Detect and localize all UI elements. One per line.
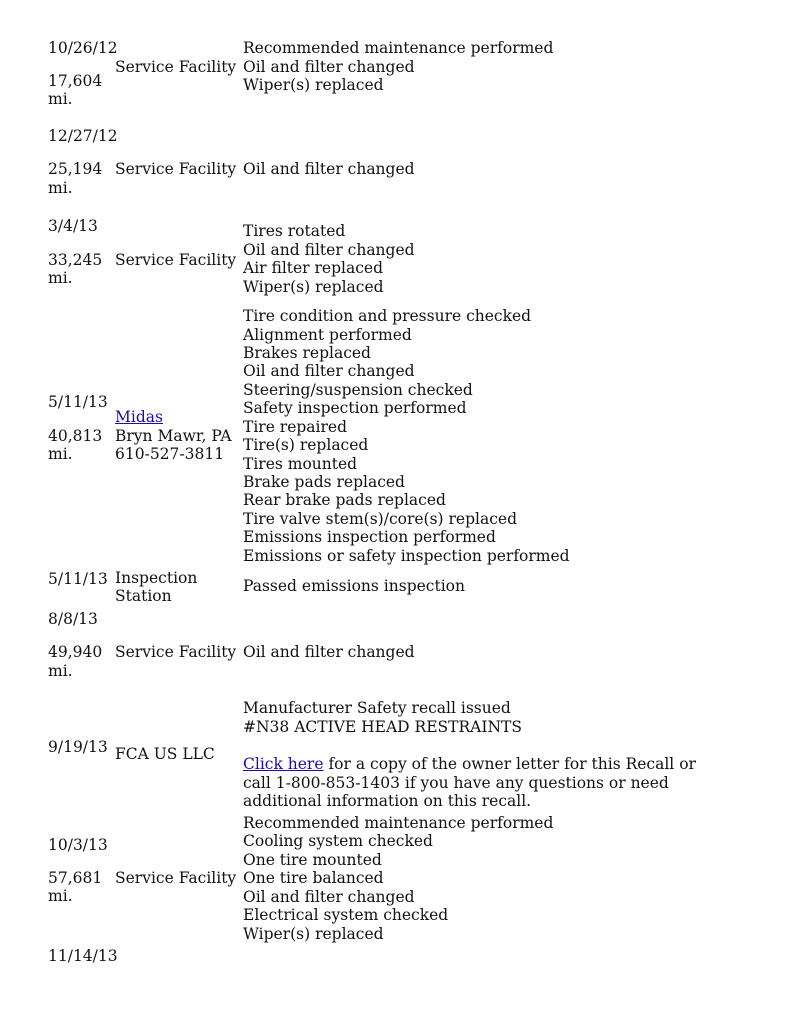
record-detail: Recommended maintenance performed bbox=[243, 39, 554, 57]
record-mileage: 33,245 bbox=[48, 251, 103, 269]
record-detail: Oil and filter changed bbox=[243, 888, 415, 906]
record-mileage-unit: mi. bbox=[48, 179, 73, 197]
record-detail: Wiper(s) replaced bbox=[243, 76, 384, 94]
record-mileage-unit: mi. bbox=[48, 445, 73, 463]
record-mileage-unit: mi. bbox=[48, 269, 73, 287]
record-mileage: 17,604 bbox=[48, 72, 103, 90]
record-detail: Rear brake pads replaced bbox=[243, 491, 446, 509]
recall-click-here-link[interactable]: Click here bbox=[243, 755, 324, 773]
record-date: 9/19/13 bbox=[48, 738, 108, 756]
record-source-phone: 610-527-3811 bbox=[115, 445, 225, 463]
record-detail: Oil and filter changed bbox=[243, 241, 415, 259]
record-detail: Emissions or safety inspection performed bbox=[243, 547, 570, 565]
record-detail: Steering/suspension checked bbox=[243, 381, 473, 399]
record-source-location: Bryn Mawr, PA bbox=[115, 427, 232, 445]
record-detail: Manufacturer Safety recall issued bbox=[243, 699, 511, 717]
record-detail: Oil and filter changed bbox=[243, 58, 415, 76]
record-detail: Tire(s) replaced bbox=[243, 436, 369, 454]
record-source: Service Facility bbox=[115, 251, 237, 269]
record-date: 5/11/13 bbox=[48, 570, 108, 588]
record-detail: Electrical system checked bbox=[243, 906, 449, 924]
record-detail: Tire valve stem(s)/core(s) replaced bbox=[243, 510, 517, 528]
record-detail: Air filter replaced bbox=[243, 259, 383, 277]
record-detail: #N38 ACTIVE HEAD RESTRAINTS bbox=[243, 718, 522, 736]
record-detail: One tire balanced bbox=[243, 869, 384, 887]
record-detail: One tire mounted bbox=[243, 851, 382, 869]
record-date: 5/11/13 bbox=[48, 393, 108, 411]
record-date: 3/4/13 bbox=[48, 217, 98, 235]
record-detail: Oil and filter changed bbox=[243, 160, 415, 178]
record-mileage: 25,194 bbox=[48, 160, 103, 178]
recall-info-text: for a copy of the owner letter for this Recall or call 1-800-853-1403 if you have any questions or need additional information on this recall. bbox=[243, 755, 696, 810]
record-detail: Oil and filter changed bbox=[243, 362, 415, 380]
record-mileage-unit: mi. bbox=[48, 90, 73, 108]
record-source: Service Facility bbox=[115, 58, 237, 76]
record-detail: Tire repaired bbox=[243, 418, 348, 436]
record-detail: Recommended maintenance performed bbox=[243, 814, 554, 832]
record-source: Inspection bbox=[115, 569, 198, 587]
record-detail: Tires mounted bbox=[243, 455, 358, 473]
record-detail: Safety inspection performed bbox=[243, 399, 467, 417]
record-source: Service Facility bbox=[115, 160, 237, 178]
record-detail: Tires rotated bbox=[243, 222, 346, 240]
record-mileage-unit: mi. bbox=[48, 887, 73, 905]
record-mileage: 40,813 bbox=[48, 427, 103, 445]
record-detail: Brake pads replaced bbox=[243, 473, 405, 491]
record-detail: Tire condition and pressure checked bbox=[243, 307, 532, 325]
midas-link[interactable]: Midas bbox=[115, 408, 163, 426]
record-source: Service Facility bbox=[115, 643, 237, 661]
record-detail: Cooling system checked bbox=[243, 832, 433, 850]
record-mileage-unit: mi. bbox=[48, 662, 73, 680]
record-date: 11/14/13 bbox=[48, 947, 118, 965]
record-detail: Oil and filter changed bbox=[243, 643, 415, 661]
record-source: Station bbox=[115, 587, 172, 605]
record-detail: Brakes replaced bbox=[243, 344, 371, 362]
record-source: FCA US LLC bbox=[115, 745, 215, 763]
record-mileage: 57,681 bbox=[48, 869, 103, 887]
record-detail: Wiper(s) replaced bbox=[243, 278, 384, 296]
record-date: 12/27/12 bbox=[48, 127, 118, 145]
record-detail: Emissions inspection performed bbox=[243, 528, 496, 546]
record-date: 10/26/12 bbox=[48, 39, 118, 57]
record-source: Service Facility bbox=[115, 869, 237, 887]
record-date: 10/3/13 bbox=[48, 836, 108, 854]
record-mileage: 49,940 bbox=[48, 643, 103, 661]
recall-info bbox=[243, 755, 723, 811]
record-date: 8/8/13 bbox=[48, 610, 98, 628]
record-detail: Alignment performed bbox=[243, 326, 412, 344]
record-detail: Wiper(s) replaced bbox=[243, 925, 384, 943]
record-detail: Passed emissions inspection bbox=[243, 577, 465, 595]
